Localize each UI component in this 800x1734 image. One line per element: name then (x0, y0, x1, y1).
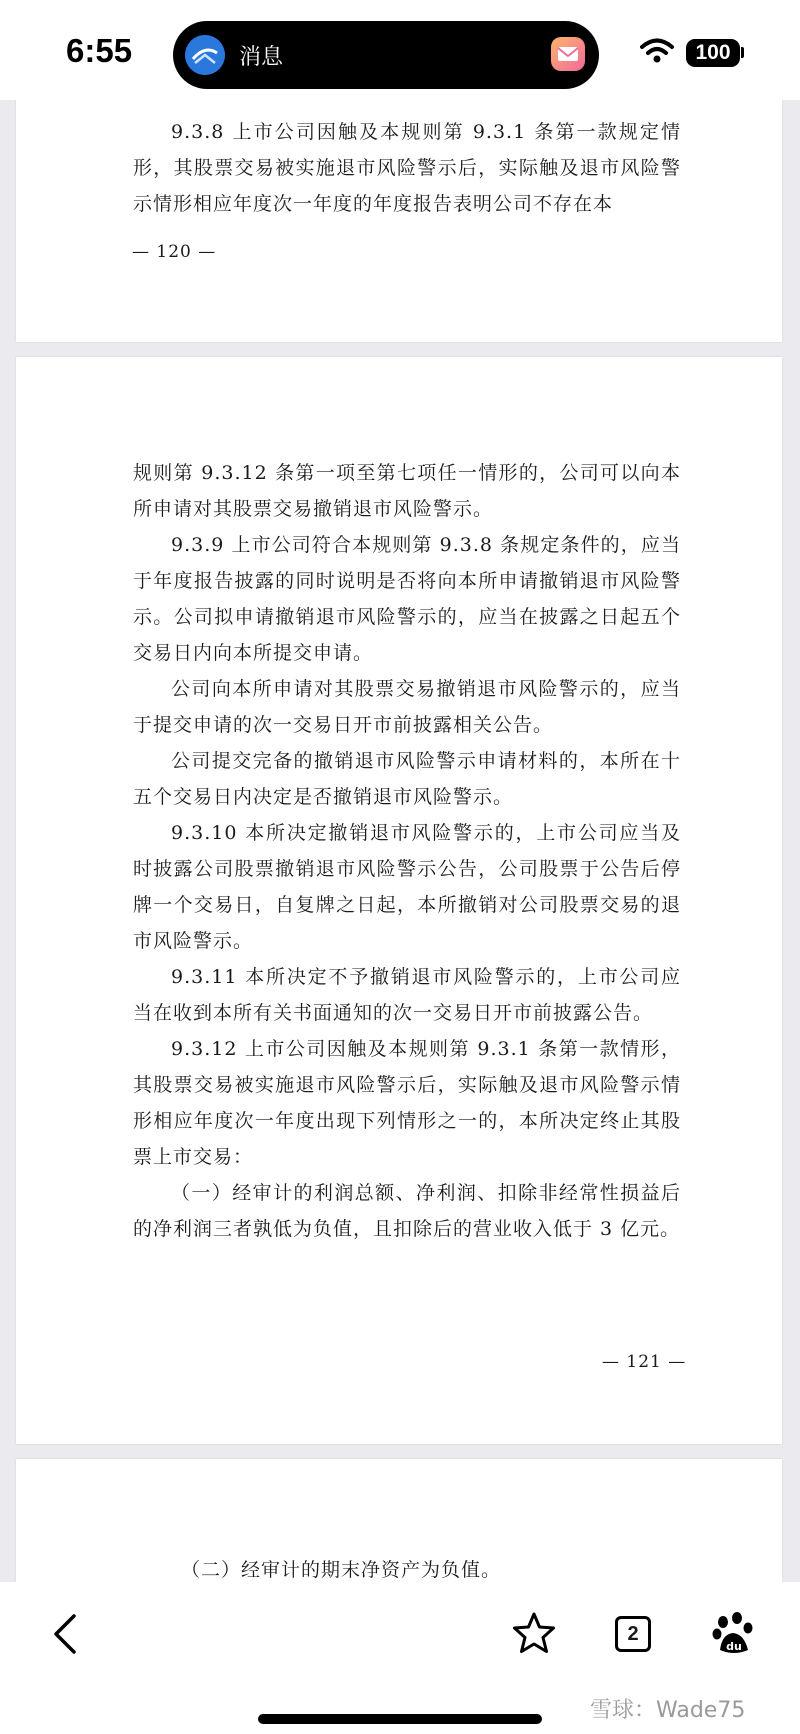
mail-icon (551, 37, 585, 71)
back-button[interactable] (40, 1606, 96, 1662)
baidu-paw-icon[interactable] (706, 1606, 762, 1662)
document-page-121 (16, 357, 782, 1444)
battery-nub (741, 47, 744, 58)
dynamic-island-notification[interactable] (173, 21, 599, 89)
page-number: — 120 — (132, 242, 217, 262)
paragraph: 9.3.9 上市公司符合本规则第 9.3.8 条规定条件的，应当于年度报告披露的同时说明是否将向本所申请撤销退市风险警示。公司拟申请撤销退市风险警示的，应当在披露之日起五个交易日内向本所提交申请。 (133, 534, 681, 664)
paragraph: （一）经审计的利润总额、净利润、扣除非经常性损益后的净利润三者孰低为负值，且扣除后的营业收入低于 3 亿元。 (133, 1182, 681, 1240)
clock: 6:55 (66, 32, 133, 69)
tabs-button[interactable]: 2 (615, 1616, 651, 1652)
status-bar (0, 0, 800, 100)
notification-title: 消息 (239, 45, 284, 70)
paragraph: 9.3.12 上市公司因触及本规则第 9.3.1 条第一款情形，其股票交易被实施退市风险警示后，实际触及退市风险警示情形相应年度次一年度出现下列情形之一的，本所决定终止其股票上市交易： (133, 1038, 681, 1168)
paragraph: 9.3.10 本所决定撤销退市风险警示的，上市公司应当及时披露公司股票撤销退市风险警示公告，公司股票于公告后停牌一个交易日，自复牌之日起，本所撤销对公司股票交易的退市风险警示。 (133, 822, 681, 952)
favorite-star-button[interactable] (506, 1606, 562, 1662)
paragraph: 公司向本所申请对其股票交易撤销退市风险警示的，应当于提交申请的次一交易日开市前披露相关公告。 (133, 678, 681, 736)
battery-indicator: 100 (686, 39, 740, 67)
home-indicator[interactable] (258, 1714, 542, 1724)
watermark: 雪球：Wade75 (590, 1698, 746, 1723)
paragraph: 9.3.8 上市公司因触及本规则第 9.3.1 条第一款规定情形，其股票交易被实施退市风险警示后，实际触及退市风险警示情形相应年度次一年度的年度报告表明公司不存在本 (133, 121, 681, 215)
app-logo-icon (185, 35, 225, 75)
paragraph: 公司提交完备的撤销退市风险警示申请材料的，本所在十五个交易日内决定是否撤销退市风险警示。 (133, 750, 681, 808)
bottom-toolbar (0, 1582, 800, 1734)
cutoff-text: （二）经审计的期末净资产为负值。 (181, 1559, 502, 1581)
svg-text:du: du (726, 1640, 742, 1653)
document-page-120 (16, 60, 782, 342)
page-number: — 121 — (602, 1352, 687, 1372)
wifi-icon (640, 38, 674, 68)
paragraph: 规则第 9.3.12 条第一项至第七项任一情形的，公司可以向本所申请对其股票交易撤销退市风险警示。 (133, 462, 681, 520)
paragraph: 9.3.11 本所决定不予撤销退市风险警示的，上市公司应当在收到本所有关书面通知的次一交易日开市前披露公告。 (133, 966, 681, 1024)
